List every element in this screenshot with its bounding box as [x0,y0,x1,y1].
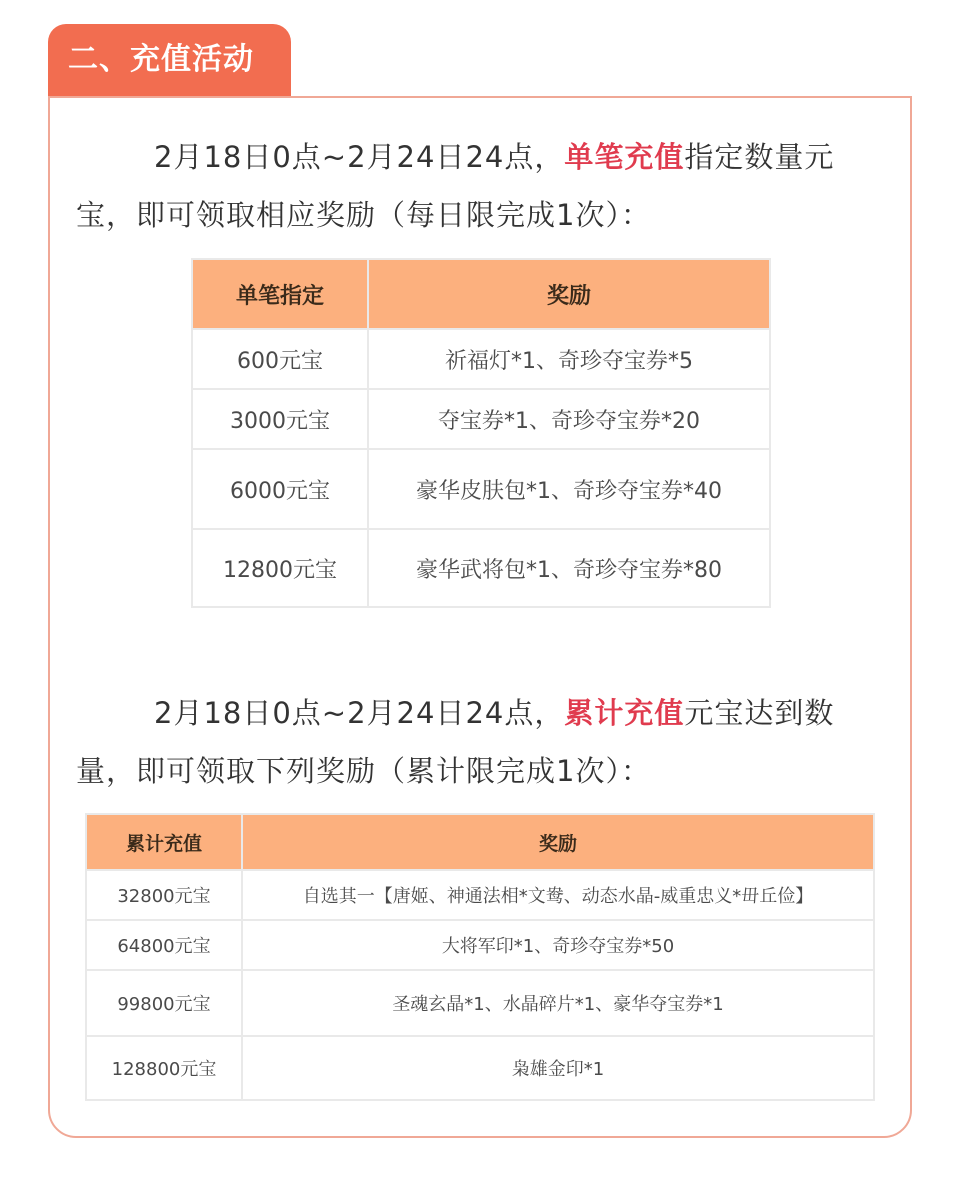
reward-cell: 自选其一【唐姬、神通法相*文鸯、动态水晶-威重忠义*毌丘俭】 [242,870,874,920]
cumulative-recharge-intro [76,684,888,800]
section-title: 二、充值活动 [48,24,291,98]
reward-cell: 夺宝券*1、奇珍夺宝券*20 [368,389,770,449]
activity-card [48,96,912,1138]
single-recharge-intro [76,128,888,244]
amount-cell: 3000元宝 [192,389,368,449]
intro-date: 2月18日0点~2月24日24点， [154,140,565,174]
table-row [192,529,770,607]
table-header-row [192,259,770,329]
amount-cell: 32800元宝 [86,870,242,920]
header-reward: 奖励 [368,259,770,329]
reward-cell: 圣魂玄晶*1、水晶碎片*1、豪华夺宝券*1 [242,970,874,1036]
header-amount: 单笔指定 [192,259,368,329]
reward-cell: 祈福灯*1、奇珍夺宝券*5 [368,329,770,389]
amount-cell: 64800元宝 [86,920,242,970]
table-row [192,329,770,389]
intro-text: 元宝达到数量，即可领取下列奖励（累计限完成1次）： [76,696,835,788]
intro-date: 2月18日0点~2月24日24点， [154,696,565,730]
reward-cell: 枭雄金印*1 [242,1036,874,1100]
table-header-row [86,814,874,870]
header-reward: 奖励 [242,814,874,870]
intro-text: 指定数量元宝，即可领取相应奖励（每日限完成1次）： [76,140,835,232]
table-row [192,449,770,529]
reward-cell: 豪华皮肤包*1、奇珍夺宝券*40 [368,449,770,529]
single-recharge-table [191,258,771,608]
intro-highlight: 累计充值 [564,696,685,730]
amount-cell: 128800元宝 [86,1036,242,1100]
reward-cell: 大将军印*1、奇珍夺宝券*50 [242,920,874,970]
table-row [86,920,874,970]
table-row [86,970,874,1036]
intro-highlight: 单笔充值 [564,140,685,174]
amount-cell: 12800元宝 [192,529,368,607]
amount-cell: 6000元宝 [192,449,368,529]
amount-cell: 600元宝 [192,329,368,389]
header-amount: 累计充值 [86,814,242,870]
reward-cell: 豪华武将包*1、奇珍夺宝券*80 [368,529,770,607]
table-row [86,870,874,920]
table-row [192,389,770,449]
table-row [86,1036,874,1100]
amount-cell: 99800元宝 [86,970,242,1036]
cumulative-recharge-table [85,813,875,1101]
